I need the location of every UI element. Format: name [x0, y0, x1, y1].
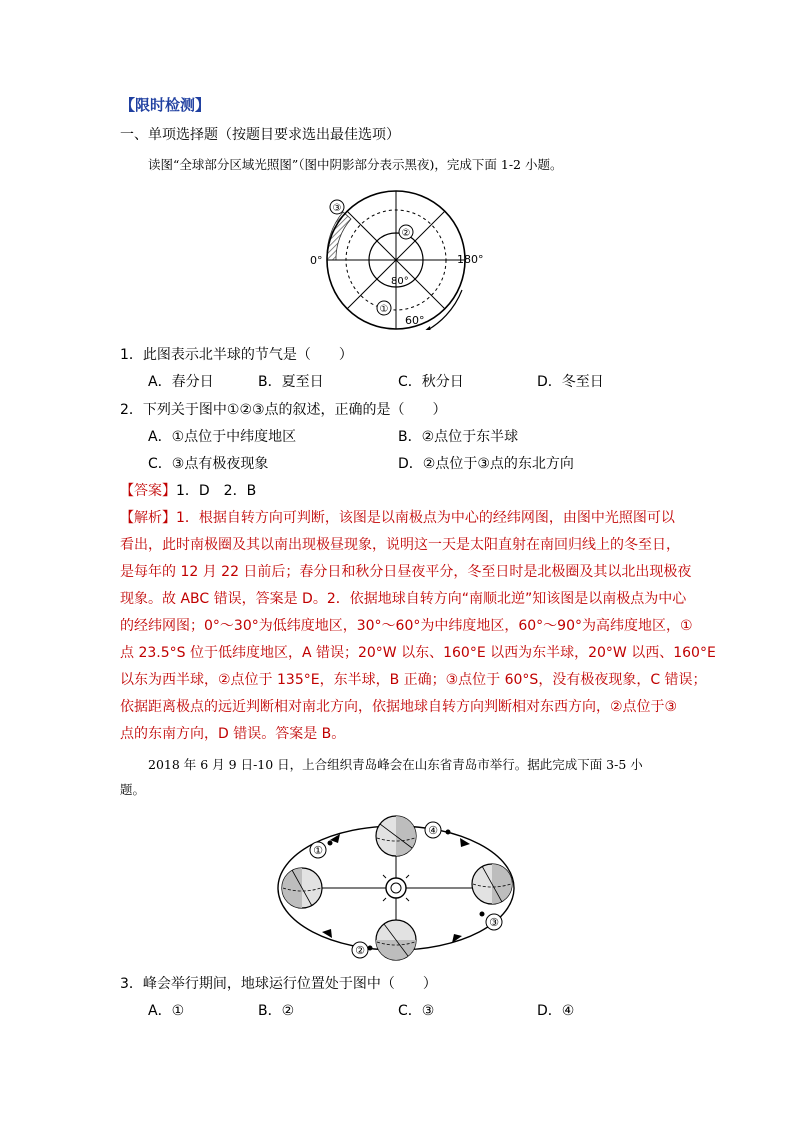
q2-option-a: A．①点位于中纬度地区 — [148, 429, 297, 445]
analysis-line: 点 23.5°S 位于低纬度地区，A 错误；20°W 以东、160°E 以西为东半球，20°W 以西、160°E — [120, 645, 716, 661]
earth-bottom-icon — [376, 920, 416, 960]
section-title: 【限时检测】 — [120, 96, 211, 114]
answer-text: 1．D 2．B — [176, 483, 257, 499]
position-4-label: ④ — [428, 824, 438, 837]
q3-option-c: C．③ — [398, 1003, 435, 1019]
lat-80-label: 80° — [391, 276, 409, 287]
answer-tag: 【答案】 — [120, 483, 176, 499]
intro-question-1-2: 读图“全球部分区域光照图”（图中阴影部分表示黑夜)，完成下面 1-2 小题。 — [148, 157, 563, 172]
q2-option-c: C．③点有极夜现象 — [148, 456, 269, 472]
position-2-label: ② — [355, 944, 365, 957]
analysis-line: 以东为西半球，②点位于 135°E，东半球，B 正确；③点位于 60°S，没有极夜现象，C 错误； — [120, 672, 707, 688]
lat-60-label: 60° — [405, 314, 425, 327]
q3-option-b: B．② — [258, 1003, 295, 1019]
analysis-line: 点的东南方向，D 错误。答案是 B。 — [120, 726, 346, 742]
analysis-line: 现象。故 ABC 错误，答案是 D。2．依据地球自转方向“南顺北逆”知该图是以南极点为中心 — [120, 591, 687, 607]
q1-option-b: B．夏至日 — [258, 374, 324, 390]
q1-option-c: C．秋分日 — [398, 374, 464, 390]
analysis-line: 【解析】1．根据自转方向可判断，该图是以南极点为中心的经纬网图，由图中光照图可以 — [120, 510, 675, 526]
part-heading: 一、单项选择题（按题目要求选出最佳选项） — [120, 127, 400, 143]
analysis-line: 是每年的 12 月 22 日前后；春分日和秋分日昼夜平分，冬至日时是北极圈及其以北出现极夜 — [120, 564, 692, 580]
q3-option-a: A．① — [148, 1003, 185, 1019]
question-2-stem: 2．下列关于图中①②③点的叙述，正确的是（ ） — [120, 402, 447, 418]
q1-option-d: D．冬至日 — [537, 374, 604, 390]
point-1-label: ① — [379, 304, 389, 315]
question-1-stem: 1．此图表示北半球的节气是（ ） — [120, 347, 353, 363]
rotation-arrow — [422, 290, 462, 330]
position-3-label: ③ — [489, 916, 499, 929]
analysis-tag: 【解析】 — [120, 510, 176, 526]
orbit-diagram — [270, 810, 530, 970]
analysis-line: 的经纬网图；0°～30°为低纬度地区，30°～60°为中纬度地区，60°～90°为高纬度地区，① — [120, 618, 693, 634]
analysis-line: 看出，此时南极圈及其以南出现极昼现象，说明这一天是太阳直射在南回归线上的冬至日， — [120, 537, 680, 553]
earth-left-icon — [282, 868, 322, 908]
earth-right-icon — [472, 864, 512, 904]
illumination-diagram — [300, 190, 490, 330]
q2-option-b: B．②点位于东半球 — [398, 429, 519, 445]
intro-question-3-5-cont: 题。 — [120, 782, 146, 797]
q1-option-a: A．春分日 — [148, 374, 214, 390]
q3-option-d: D．④ — [537, 1003, 575, 1019]
position-1-label: ① — [313, 844, 323, 857]
lon-0-label: 0° — [310, 254, 323, 267]
point-3-label: ③ — [332, 203, 342, 214]
analysis-line: 依据距离极点的远近判断相对南北方向，依据地球自转方向判断相对东西方向，②点位于③ — [120, 699, 678, 715]
q2-option-d: D．②点位于③点的东北方向 — [398, 456, 574, 472]
lon-180-label: 180° — [457, 253, 484, 266]
answer-line — [120, 481, 256, 501]
earth-top-icon — [376, 816, 416, 856]
intro-question-3-5: 2018 年 6 月 9 日-10 日，上合组织青岛峰会在山东省青岛市举行。据此完成下面 3-5 小 — [148, 757, 643, 772]
point-2-label: ② — [401, 228, 411, 239]
question-3-stem: 3．峰会举行期间，地球运行位置处于图中（ ） — [120, 976, 437, 992]
analysis-block — [120, 505, 716, 748]
